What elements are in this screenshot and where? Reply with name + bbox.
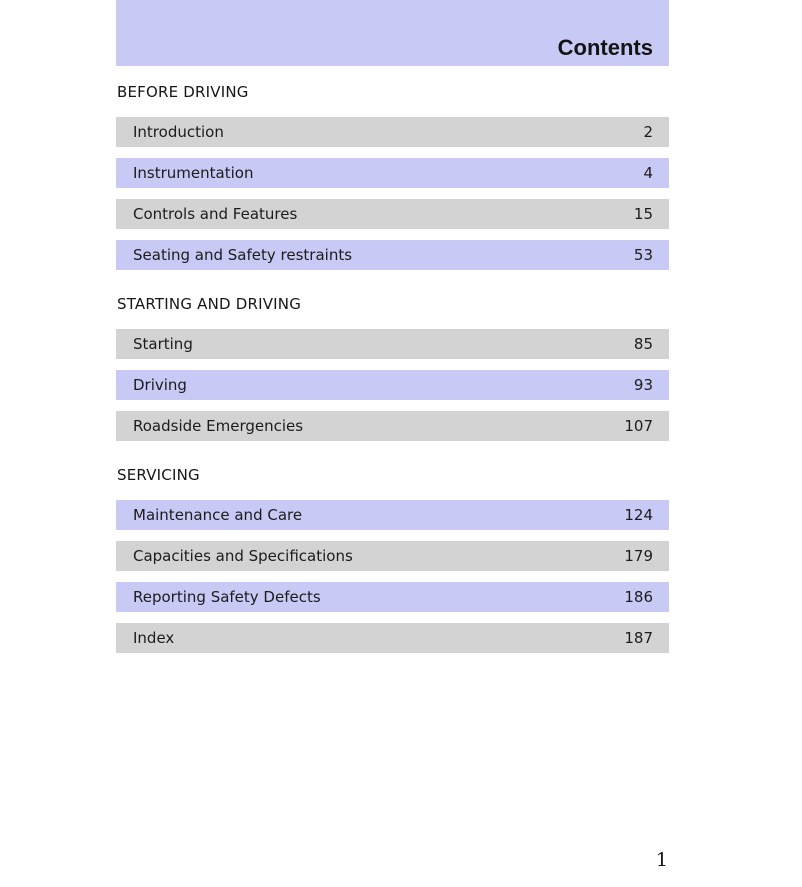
toc-item-page-number: 179 [624,547,653,565]
toc-section [116,466,669,653]
toc-item-page-number: 85 [633,335,653,353]
toc-item-page-number: 93 [633,376,653,394]
toc-item-label: Instrumentation [133,164,254,182]
toc-item-page-number: 4 [643,164,653,182]
toc-item-label: Driving [133,376,187,394]
toc-item-label: Index [133,629,175,647]
toc-row [116,370,669,400]
toc-section [116,295,669,441]
toc-item-page-number: 186 [624,588,653,606]
toc-row [116,541,669,571]
toc-item-page-number: 15 [633,205,653,223]
toc-item-page-number: 187 [624,629,653,647]
toc-item-label: Seating and Safety restraints [133,246,353,264]
toc-row [116,411,669,441]
toc-item-label: Introduction [133,123,224,141]
toc-item-label: Roadside Emergencies [133,417,304,435]
toc-item-label: Controls and Features [133,205,298,223]
toc-sections [116,83,669,653]
toc-row [116,582,669,612]
toc-item-page-number: 124 [624,506,653,524]
toc-section [116,83,669,270]
section-heading: STARTING AND DRIVING [117,295,302,313]
toc-item-page-number: 53 [633,246,653,264]
toc-row [116,329,669,359]
toc-row [116,158,669,188]
toc-item-page-number: 2 [643,123,653,141]
toc-row [116,623,669,653]
contents-header-bar [116,0,669,66]
toc-row [116,117,669,147]
page-number: 1 [655,849,668,871]
toc-item-label: Reporting Safety Defects [133,588,321,606]
toc-row [116,199,669,229]
page-title: Contents [557,35,653,60]
toc-item-label: Starting [133,335,193,353]
toc-row [116,500,669,530]
section-heading: SERVICING [117,466,200,484]
section-heading: BEFORE DRIVING [117,83,249,101]
toc-item-label: Capacities and Specifications [133,547,353,565]
toc-item-page-number: 107 [624,417,653,435]
toc-row [116,240,669,270]
toc-item-label: Maintenance and Care [133,506,303,524]
contents-page [116,0,669,664]
